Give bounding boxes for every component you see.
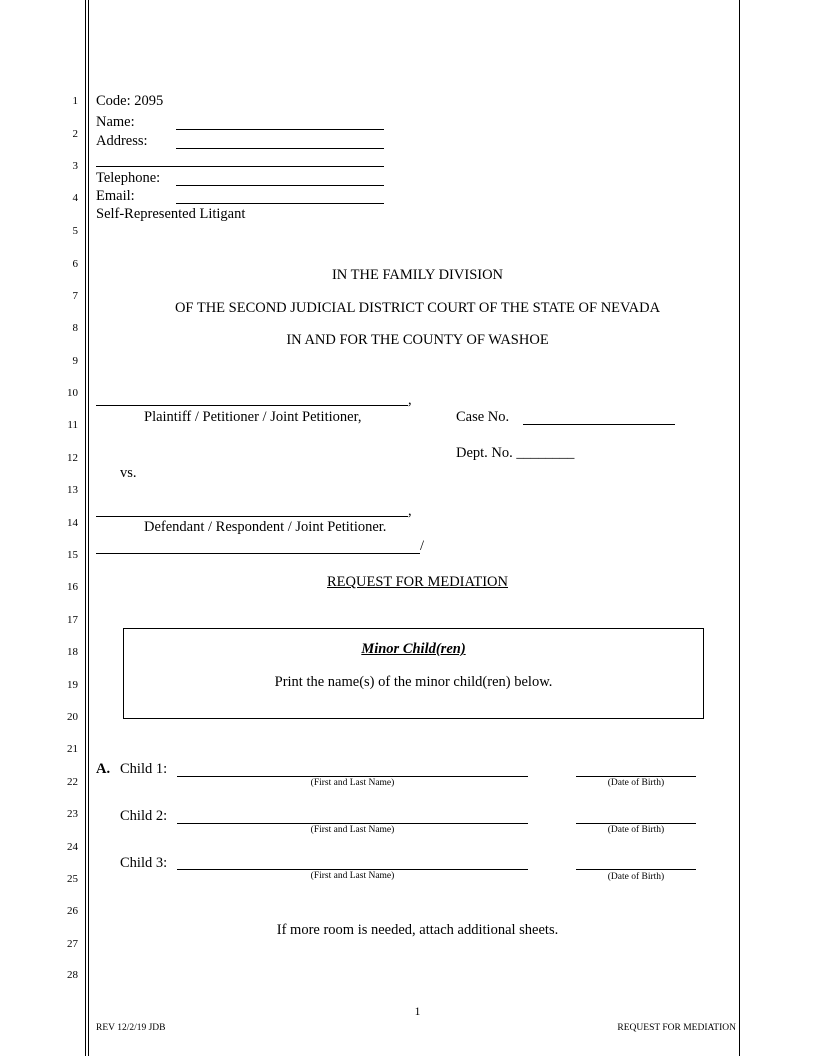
line-number: 11 xyxy=(67,419,78,431)
line-number: 8 xyxy=(72,322,78,334)
address-label: Address: xyxy=(96,133,148,149)
line-number: 13 xyxy=(67,484,78,496)
line-number: 27 xyxy=(67,938,78,950)
comma-1: , xyxy=(408,392,412,408)
box-heading: Minor Child(ren) xyxy=(361,641,466,657)
comma-2: , xyxy=(408,503,412,519)
footer-title: REQUEST FOR MEDIATION xyxy=(617,1023,736,1033)
footer-revision: REV 12/2/19 JDB xyxy=(96,1023,166,1033)
caption-slash: / xyxy=(420,538,425,554)
line-number: 10 xyxy=(67,387,78,399)
litigant-label: Self-Represented Litigant xyxy=(96,206,246,222)
line-number: 20 xyxy=(67,711,78,723)
page-number: 1 xyxy=(414,1006,421,1018)
line-number: 28 xyxy=(67,969,78,981)
child-1-dob-field[interactable] xyxy=(576,776,696,777)
child-1-name-field[interactable] xyxy=(177,776,528,777)
line-number: 1 xyxy=(72,95,78,107)
line-number: 14 xyxy=(67,517,78,529)
caption-closing-line xyxy=(96,553,420,554)
line-number: 7 xyxy=(72,290,78,302)
defendant-name-field[interactable] xyxy=(96,516,408,517)
child-3-name-field[interactable] xyxy=(177,869,528,870)
minor-children-box xyxy=(123,628,704,719)
defendant-label: Defendant / Respondent / Joint Petitioner. xyxy=(144,519,387,535)
line-number: 4 xyxy=(72,192,78,204)
document-title: REQUEST FOR MEDIATION xyxy=(327,574,508,590)
section-letter: A. xyxy=(96,761,111,777)
child-2-label: Child 2: xyxy=(120,808,168,824)
child-2-dob-field[interactable] xyxy=(576,823,696,824)
margin-line-right xyxy=(739,0,740,1056)
address-field-2[interactable] xyxy=(96,166,384,167)
case-no-label: Case No. xyxy=(456,409,510,425)
vs-label: vs. xyxy=(120,465,137,481)
dept-no-label: Dept. No. ________ xyxy=(456,445,575,461)
line-number: 2 xyxy=(72,128,78,140)
court-heading-line-1: IN THE FAMILY DIVISION xyxy=(331,267,504,283)
line-number: 3 xyxy=(72,160,78,172)
child-3-label: Child 3: xyxy=(120,855,168,871)
line-number: 25 xyxy=(67,873,78,885)
address-field-1[interactable] xyxy=(176,148,384,149)
name-label: Name: xyxy=(96,114,135,130)
child-3-name-caption: (First and Last Name) xyxy=(310,871,395,881)
line-number: 16 xyxy=(67,581,78,593)
child-3-dob-field[interactable] xyxy=(576,869,696,870)
line-number: 6 xyxy=(72,258,78,270)
additional-sheets-note: If more room is needed, attach additional sheets. xyxy=(276,922,559,938)
margin-line-left-2 xyxy=(88,0,89,1056)
line-number: 12 xyxy=(67,452,78,464)
margin-line-left-1 xyxy=(85,0,86,1056)
child-1-label: Child 1: xyxy=(120,761,168,777)
line-number: 26 xyxy=(67,905,78,917)
line-number: 22 xyxy=(67,776,78,788)
line-number: 17 xyxy=(67,614,78,626)
telephone-field[interactable] xyxy=(176,185,384,186)
email-label: Email: xyxy=(96,188,135,204)
box-instruction: Print the name(s) of the minor child(ren) below. xyxy=(274,674,553,690)
child-3-dob-caption: (Date of Birth) xyxy=(607,872,665,882)
line-number: 24 xyxy=(67,841,78,853)
line-number: 15 xyxy=(67,549,78,561)
case-no-field[interactable] xyxy=(523,424,675,425)
line-number: 21 xyxy=(67,743,78,755)
name-field[interactable] xyxy=(176,129,384,130)
line-number: 23 xyxy=(67,808,78,820)
plaintiff-label: Plaintiff / Petitioner / Joint Petitioner, xyxy=(144,409,362,425)
child-1-dob-caption: (Date of Birth) xyxy=(607,778,665,788)
child-2-dob-caption: (Date of Birth) xyxy=(607,825,665,835)
court-heading-line-3: IN AND FOR THE COUNTY OF WASHOE xyxy=(286,332,549,348)
line-number: 19 xyxy=(67,679,78,691)
court-heading-line-2: OF THE SECOND JUDICIAL DISTRICT COURT OF THE STATE OF NEVADA xyxy=(174,300,661,316)
line-number: 9 xyxy=(72,355,78,367)
telephone-label: Telephone: xyxy=(96,170,161,186)
child-2-name-field[interactable] xyxy=(177,823,528,824)
plaintiff-name-field[interactable] xyxy=(96,405,408,406)
email-field[interactable] xyxy=(176,203,384,204)
child-2-name-caption: (First and Last Name) xyxy=(310,825,395,835)
line-number: 18 xyxy=(67,646,78,658)
child-1-name-caption: (First and Last Name) xyxy=(310,778,395,788)
code-label: Code: 2095 xyxy=(96,93,164,109)
line-number: 5 xyxy=(72,225,78,237)
